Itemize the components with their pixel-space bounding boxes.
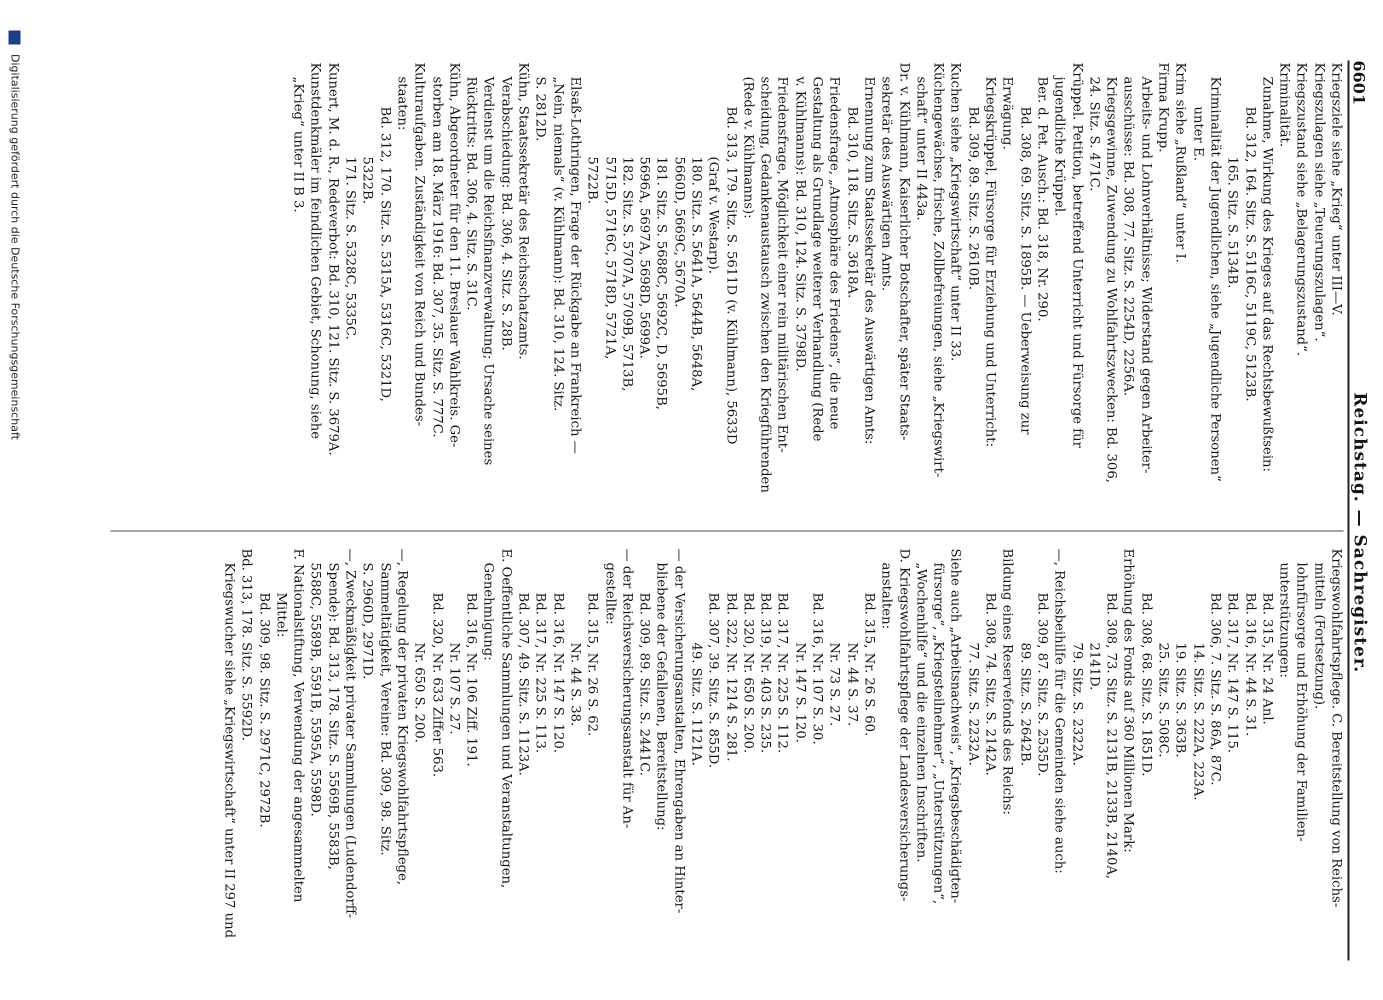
entry-line: 182. Sitz. S. 5707A, 5709B, 5713B, [618, 156, 634, 391]
entry-line: Spende): Bd. 313, 178. Sitz. S. 5569B, 5583B, [324, 562, 340, 870]
entry-line: Erwägung. [999, 76, 1015, 150]
entry-line: storben am 18. März 1916: Bd. 307, 35. Sitz. S. 777C. [428, 76, 444, 438]
entry-line: „Krieg“ unter II B 3. [290, 76, 306, 213]
entry-line: „Wochenhilfe“ und die einzelnen Inschriften. [912, 562, 928, 862]
entry-line: schaft“ unter II 443a. [912, 76, 928, 221]
entry-line: Bd. 309, 98. Sitz. S. 2971C, 2972B. [255, 592, 271, 828]
entry-line: Bd. 319, Nr. 403 S. 235. [757, 592, 773, 753]
entry-line: (Rede v. Kühlmanns): [739, 76, 755, 219]
entry-line: Bd. 317, Nr. 147 S. 115. [1224, 592, 1240, 753]
entry-line: Bd. 313, 178. Sitz. S. 5592D. [238, 548, 254, 741]
entry-line: Bd. 320, Nr. 633 Ziffer 563. [428, 592, 444, 777]
entry-line: Kühn, Staatssekretär des Reichsschatzamts. [515, 62, 531, 360]
entry-line: staaten: [393, 76, 409, 130]
entry-line: unter E. [1189, 106, 1205, 161]
entry-line: Nr. 147 S. 120. [791, 642, 807, 743]
entry-line: ausschüsse: Bd. 308, 77. Sitz. S. 2254D, 2256A. [1120, 76, 1136, 396]
entry-line: Arbeits- und Lohnverhältnisse; Widerstand gegen Arbeiter- [1137, 76, 1153, 473]
entry-line: 89. Sitz. S. 2642B. [1016, 642, 1032, 766]
page-header [1347, 60, 1375, 960]
entry-line: unterstützungen: [1276, 562, 1292, 678]
column-right [219, 548, 1343, 1000]
column-divider [110, 530, 1343, 531]
entry-line: 19. Sitz. S. 363B. [1172, 642, 1188, 758]
entry-line: E. Oeffentliche Sammlungen und Veranstaltungen, [497, 548, 513, 888]
entry-line: 25. Sitz. S. 508C. [1155, 642, 1171, 757]
footer-text: Digitalisierung gefördert durch die Deutsche Forschungsgemeinschaft [8, 53, 21, 440]
footer-credit [8, 30, 21, 439]
entry-line: Bd. 312, 164. Sitz. S. 5116C, 5119C, 5123B. [1241, 106, 1257, 402]
entry-line: —, Regelung der privaten Kriegswohlfahrtspflege, [393, 548, 409, 885]
entry-line: Bd. 315, Nr. 26 S. 62. [584, 592, 600, 736]
page-number: 6601 [1349, 60, 1368, 105]
entry-line: Bd. 315, Nr. 24 Anl. [1258, 592, 1274, 725]
entry-line: Bd. 315, Nr. 26 S. 60. [860, 592, 876, 736]
entry-line: Dr. v. Kühlmann, Kaiserlicher Botschafter, später Staats- [895, 62, 911, 440]
entry-line: Friedensfrage, Möglichkeit einer rein militärischen Ent- [774, 76, 790, 453]
entry-line: Bd. 322, Nr. 1214 S. 281. [722, 592, 738, 761]
entry-line: Bd. 308, 74. Sitz. S. 2142A. [982, 592, 998, 776]
entry-line: 77. Sitz. S. 2232A. [964, 642, 980, 766]
entry-line: Bd. 317, Nr. 225 S. 113. [532, 592, 548, 753]
entry-line: Bd. 309, 89. Sitz. S. 2610B. [964, 106, 980, 290]
entry-line: 5660D, 5669C, 5670A. [670, 156, 686, 307]
entry-line: —, Reichsbeihilfe für die Gemeinden siehe auch: [1051, 548, 1067, 874]
entry-line: (Graf v. Westarp). [705, 156, 721, 274]
entry-line: Verdienst um die Reichsfinanzverwaltung; Ursache seines [480, 76, 496, 465]
entry-line: Siehe auch „Arbeitsnachweis“, „Kriegsbeschädigten- [947, 548, 963, 903]
entry-line: Bd. 307, 49. Sitz. S. 1123A. [515, 592, 531, 776]
entry-line: Rücktritts: Bd. 306, 4. Sitz. S. 31C. [463, 76, 479, 310]
entry-line: v. Kühlmanns): Bd. 310, 124. Sitz. S. 3798D. [791, 76, 807, 372]
entry-line: Ernennung zum Staatssekretär des Auswärtigen Amts: [860, 76, 876, 444]
dfg-logo-icon [8, 30, 20, 44]
entry-line: Bd. 308, 73. Sitz. S. 2131B, 2133B, 2140A, [1103, 592, 1119, 879]
entry-line: Kriminalität. [1276, 62, 1292, 147]
entry-line: 49. Sitz. S. 1121A. [688, 642, 704, 766]
entry-line: 180. Sitz. S. 5641A, 5644B, 5648A, [688, 156, 704, 391]
entry-line: anstalten: [878, 562, 894, 629]
entry-line: Kriminalität der Jugendlichen, siehe „Jugendliche Personen“ [1206, 76, 1222, 482]
entry-line: Kriegszulagen siehe „Teuerungszulagen“. [1310, 62, 1326, 342]
entry-line: Verabschiedung: Bd. 306, 4. Sitz. S. 28B. [497, 76, 513, 351]
entry-line: Nr. 73 S. 27. [826, 642, 842, 726]
entry-line: Kriegsgewinne, Zuwendung zu Wohlfahrtszwecken: Bd. 306, [1103, 76, 1119, 483]
entry-line: Kriegskrüppel, Fürsorge für Erziehung und Unterricht: [982, 76, 998, 447]
entry-line: Kunstdenkmäler im feindlichen Gebiet, Schonung, siehe [307, 62, 323, 439]
entry-line: 24. Sitz. S. 471C. [1085, 76, 1101, 191]
entry-line: Bd. 308, 69. Sitz. S. 1895B. — Ueberweisung zur [1016, 106, 1032, 434]
entry-line: Bd. 316, Nr. 147 S. 120. [549, 592, 565, 753]
entry-line: 171. Sitz. S. 5328C, 5335C. [342, 156, 358, 340]
entry-line: Bildung eines Reservefonds des Reichs: [999, 548, 1015, 815]
entry-line: lohnfürsorge und Erhöhung der Familien- [1293, 562, 1309, 842]
entry-line: — der Reichsversicherungsanstalt für An- [618, 548, 634, 828]
entry-line: Kriegswohlfahrtspflege. C. Bereitstellung von Reichs- [1328, 548, 1343, 907]
entry-line: „Nein, niemals“ (v. Kühlmann): Bd. 310, 124. Sitz. [549, 76, 565, 411]
entry-line: 181. Sitz. S. 5688C, 5692C, D, 5695B, [653, 156, 669, 410]
entry-line: gestellte: [601, 562, 617, 625]
entry-line: Kunert, M. d. R., Redeverbot: Bd. 310, 121. Sitz. S. 3679A. [324, 62, 340, 456]
entry-line: Erhöhung des Fonds auf 360 Millionen Mark: [1120, 548, 1136, 853]
entry-line: scheidung, Gedankenaustausch zwischen den Kriegführenden [757, 76, 773, 493]
entry-line: —, Zweckmäßigkeit privater Sammlungen (Ludendorff- [342, 548, 358, 918]
entry-line: Bd. 309, 87. Sitz. S. 2535D. [1033, 592, 1049, 776]
entry-line: Krim siehe „Rußland“ unter I. [1172, 62, 1188, 263]
entry-line: — der Versicherungsanstalten, Ehrengaben an Hinter- [670, 548, 686, 913]
entry-line: Nr. 44 S. 37. [843, 642, 859, 726]
entry-line: S. 2960D, 2971D. [359, 562, 375, 679]
entry-line: Bd. 316, Nr. 44 S. 31. [1241, 592, 1257, 736]
entry-line: 5715D, 5716C, 5718D, 5721A, [601, 156, 617, 359]
entry-line: Kuchen siehe „Kriegswirtschaft“ unter II 33. [947, 62, 963, 361]
entry-line: Genehmigung: [480, 562, 496, 661]
entry-line: fürsorge“, „Kriegsteilnehmer“, „Unterstützungen“, [930, 562, 946, 904]
entry-line: Ber. d. Pet. Ausch.: Bd. 318, Nr. 290. [1033, 76, 1049, 322]
entry-line: jugendliche Krüppel. [1051, 76, 1067, 216]
entry-line: Sammeltätigkeit, Vereine: Bd. 309, 98. Sitz. [376, 562, 392, 856]
entry-line: Nr. 44 S. 38. [566, 642, 582, 726]
entry-line: Bd. 306, 7. Sitz. S. 86A, 87C. [1206, 592, 1222, 785]
entry-line: 5722B. [584, 156, 600, 204]
entry-line: Firma Krupp. [1155, 62, 1171, 152]
entry-line: Friedensfrage, „Atmosphäre des Friedens“, die neue [826, 76, 842, 429]
entry-line: Mittel: [272, 592, 288, 637]
entry-line: Bd. 309, 89. Sitz. S. 2441C. [636, 592, 652, 776]
entry-line: Zunahme, Wirkung des Krieges auf das Rechtsbewußtsein: [1258, 76, 1274, 472]
entry-line: Gestaltung als Grundlage weiterer Verhandlung (Rede [809, 76, 825, 441]
entry-line: Kulturaufgaben. Zuständigkeit von Reich und Bundes- [411, 62, 427, 426]
entry-line: sekretär des Auswärtigen Amts. [878, 76, 894, 291]
entry-line: Elsaß-Lothringen, Frage der Rückgabe an Frankreich — [566, 76, 582, 454]
entry-line: Bd. 320, Nr. 650 S. 200. [739, 592, 755, 753]
entry-line: Küchengewächse, frische, Zollbefreiungen, siehe „Kriegswirt- [930, 62, 946, 477]
entry-line: 165. Sitz. S. 5134B. [1224, 156, 1240, 288]
entry-line: Bd. 307, 39. Sitz. S. 855D. [705, 592, 721, 768]
page-title: Reichstag. — Sachregister. [1349, 391, 1369, 673]
entry-line: Kühn, Abgeordneter für den 11. Breslauer Wahlkreis. Ge- [445, 62, 461, 447]
entry-line: Krüppel. Petition, betreffend Unterricht und Fürsorge für [1068, 62, 1084, 448]
entry-line: Bd. 316, Nr. 107 S. 30. [809, 592, 825, 745]
entry-line: Kriegsziele siehe „Krieg“ unter III—V. [1328, 62, 1343, 316]
entry-line: 5696A, 5697A, 5698D, 5699A. [636, 156, 652, 359]
entry-line: 79. Sitz. S. 2322A. [1068, 642, 1084, 766]
entry-line: 2141D. [1085, 642, 1101, 690]
entry-line: F. Nationalstiftung, Verwendung der angesammelten [290, 548, 306, 902]
entry-line: Bd. 317, Nr. 225 S. 112. [774, 592, 790, 753]
entry-line: Bd. 316, Nr. 106 Ziff. 191. [463, 592, 479, 767]
entry-line: S. 2812D. [532, 76, 548, 141]
entry-line: Bd. 312, 170. Sitz. S. 5315A, 5316C, 5321D, [376, 106, 392, 402]
entry-line: 5588C, 5589B, 5591B, 5595A, 5598D. [307, 562, 323, 817]
entry-line: bliebene der Gefallenen, Bereitstellung: [653, 562, 669, 830]
entry-line: mitteln (Fortsetzung). [1310, 562, 1326, 709]
entry-line: Bd. 313, 179. Sitz. S. 5611D (v. Kühlmann), 5633D [722, 106, 738, 444]
entry-line: Nr. 107 S. 27. [445, 642, 461, 735]
entry-line: 5322B. [359, 156, 375, 204]
entry-line: 14. Sitz. S. 222A, 223A. [1189, 642, 1205, 800]
entry-line: Bd. 310, 118. Sitz. S. 3618A. [843, 106, 859, 298]
entry-line: Kriegszustand siehe „Belagerungszustand“. [1293, 62, 1309, 356]
entry-line: D. Kriegswohlfahrtspflege der Landesversicherungs- [895, 548, 911, 901]
entry-line: Kriegswucher siehe „Kriegswirtschaft“ unter II 297 und [221, 562, 236, 938]
entry-line: Bd. 308, 68. Sitz. S. 1851D. [1137, 592, 1153, 776]
entry-line: Nr. 650 S. 200. [411, 642, 427, 743]
column-left [288, 62, 1343, 514]
